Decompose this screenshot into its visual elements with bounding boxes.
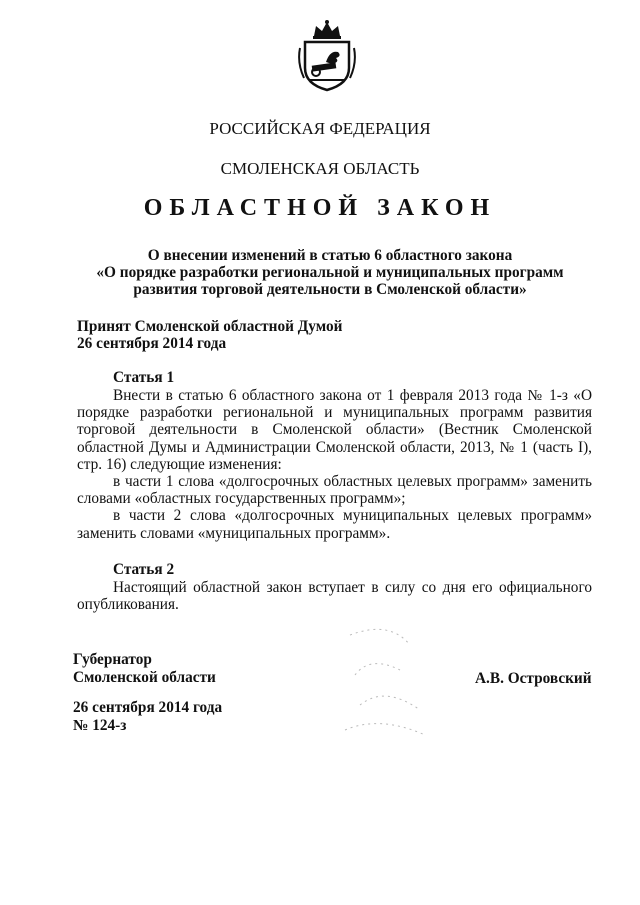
article-2-heading: Статья 2 [113, 561, 175, 578]
document-title: ОБЛАСТНОЙ ЗАКОН [143, 195, 497, 221]
governor-title [73, 651, 216, 686]
signing-info [73, 699, 222, 734]
subtitle-line-2: «О порядке разработки региональной и муниципальных программ [96, 264, 564, 281]
law-subtitle [80, 247, 580, 298]
signing-date: 26 сентября 2014 года [73, 699, 223, 716]
article-2-body [77, 579, 592, 613]
subtitle-line-1: О внесении изменений в статью 6 областного закона [147, 247, 513, 264]
adopted-by: Принят Смоленской областной Думой [77, 318, 343, 335]
subtitle-line-3: развития торговой деятельности в Смоленской области» [133, 281, 527, 298]
faint-stamp-mark [330, 615, 440, 745]
coat-of-arms-emblem [296, 18, 358, 92]
governor-title-line-1: Губернатор [73, 651, 152, 668]
article-1-paragraph-2: в части 1 слова «долгосрочных областных целевых программ» заменить словами «областных государственных программ»; [77, 473, 592, 508]
article-1-paragraph-3: в части 2 слова «долгосрочных муниципальных целевых программ» заменить словами «муниципальных программ». [77, 507, 592, 542]
article-1-paragraph-1: Внести в статью 6 областного закона от 1 февраля 2013 года № 1-з «О порядке разработки региональной и муниципальных программ развития торговой деятельности в Смоленской области» (Вестник Смоленской областной Думы и Администрации Смоленской области, 2013, № 1 (часть I), стр. 16) следующие изменения: [77, 387, 592, 473]
adopted-date: 26 сентября 2014 года [77, 335, 227, 352]
federation-heading: РОССИЙСКАЯ ФЕДЕРАЦИЯ [209, 119, 431, 138]
adoption-info [77, 318, 342, 352]
article-1-body [77, 387, 592, 542]
article-1-heading: Статья 1 [113, 369, 175, 386]
law-number: № 124-з [73, 716, 127, 734]
article-2-paragraph-1: Настоящий областной закон вступает в силу со дня его официального опубликования. [77, 579, 592, 614]
region-heading: СМОЛЕНСКАЯ ОБЛАСТЬ [220, 159, 420, 178]
governor-title-line-2: Смоленской области [73, 668, 216, 686]
signer-name: А.В. Островский [475, 670, 592, 687]
